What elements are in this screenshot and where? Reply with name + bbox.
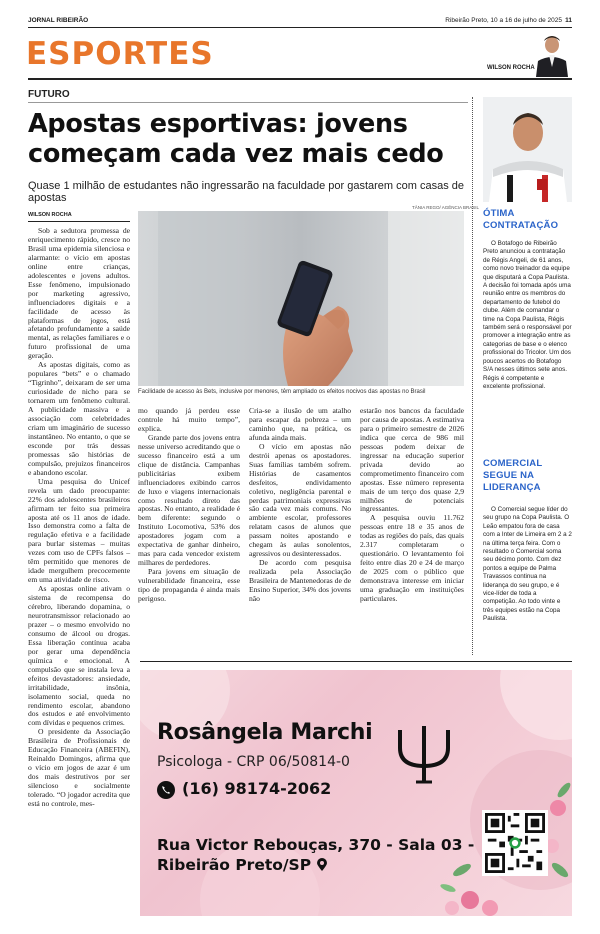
- sidebar-story-1-text: O Botafogo de Ribeirão Preto anunciou a contratação de Régis Angeli, de 61 anos, como novo treinador da equipe que disputará a Copa Paulista. A decisão foi tomada após uma reunião entre os membros do departamento de futebol do clube. Além de comandar o time na Copa Paulista, Régis também será o responsável por promover a integração entre as categorias de base e o elenco profissional do Tricolor. Um dos poucos acertos do Botafogo S/A nesses últimos sete anos. Régis é competente e excelente profissional.: [483, 240, 572, 390]
- qr-code-icon: [485, 813, 545, 873]
- article-photo: [138, 211, 464, 386]
- ad-address-line-2: Ribeirão Preto/SP: [157, 856, 312, 874]
- kicker-rule: [28, 102, 468, 103]
- paragraph: As apostas digitais, como as populares “bets” e o chamado “Tigrinho”, deixaram de ser uma curiosidade de nicho para se tornarem um fenômeno cultural. A publicidade massiva e a associação com celebridades criam um imaginário de sucesso instantâneo. No entanto, o que se esconde por trás dessas promessas são histórias de compulsão, prejuízos financeiros e abandono escolar.: [28, 360, 130, 477]
- photo-credit: TÂNIA REGO/ AGÊNCIA BRASIL: [412, 205, 480, 210]
- paragraph: As apostas online ativam o sistema de recompensa do cérebro, liberando dopamina, o neurotransmissor relacionado ao prazer – o mesmo envolvido no consumo de álcool ou drogas. Essa liberação contínua acaba por gerar uma dependência química e emocional. A compulsão que se instala leva a efeitos devastadores: ansiedade, irritabilidade, insônia, isolamento social, queda no rendimento escolar, abandono dos estudos e até envolvimento com dívidas e pequenos crimes.: [28, 584, 130, 728]
- paragraph: O presidente da Associação Brasileira de Profissionais de Educação Financeira (ABEFIN), Reinaldo Domingos, afirma que o vício em jogos de azar é um dos mais destrutivos por ser silencioso e socialmente tolerado. “O jogador acredita que está no controle, mes-: [28, 727, 130, 808]
- article-kicker: FUTURO: [28, 89, 70, 100]
- paragraph: O vício em apostas não destrói apenas os apostadores. Suas famílias também sofrem. Histórias de casamentos desfeitos, endividamento coletivo, negligência parental e perdas patrimoniais expressivas são cada vez mais comuns. No ambiente escolar, professores relatam casos de alunos que passam noites apostando e chegam às aulas sonolentos, agressivos ou desinteressados.: [249, 441, 351, 559]
- sidebar-story-1-title: ÓTIMA CONTRATAÇÃO: [483, 208, 559, 231]
- article-column-4: [360, 407, 464, 604]
- byline-rule: [28, 221, 130, 222]
- sidebar-story-2-text: O Comercial segue líder do seu grupo na Copa Paulista. O Leão empatou fora de casa com a Inter de Limeira em 2 a 2 na última terça feira. Com o resultado o Comercial soma seu décimo ponto. Com dez pontos a equipe de Palma Travassos continua na liderança do seu grupo, e é vice-líder de toda a competição. Ao todo vinte e três equipes estão na Copa Paulista.: [483, 506, 572, 623]
- columnist-photo: [532, 33, 570, 77]
- columnist-name: WILSON ROCHA: [487, 65, 535, 71]
- paragraph: estarão nos bancos da faculdade por causa de apostas. A estimativa para o primeiro semestre de 2026 indica que cerca de 986 mil pessoas podem deixar de ingressar na educação superior privada devido ao comprometimento financeiro com apostas. Esse número representa mais de um terço dos quase 2,9 milhões de potenciais ingressantes.: [360, 406, 464, 514]
- ad-address: [157, 835, 474, 875]
- ad-profession: Psicologa - CRP 06/50814-0: [157, 754, 350, 770]
- paragraph: A pesquisa ouviu 11.762 pessoas entre 18 e 35 anos de todas as regiões do país, das quais 2.317 completaram o questionário. O levantamento foi feito entre dias 20 e 24 de março de 2025 com o público que demonstrava interesse em iniciar uma graduação em instituições particulares.: [360, 513, 464, 604]
- phone-icon: [157, 781, 175, 799]
- article-column-1: [28, 227, 130, 809]
- article-column-2: [138, 407, 240, 604]
- qr-code[interactable]: [482, 810, 548, 876]
- ad-top-rule: [140, 661, 572, 662]
- paragraph: mo quando já perdeu esse controle há muito tempo”, explica.: [138, 406, 240, 433]
- header-rule: [28, 78, 572, 80]
- paragraph: Uma pesquisa do Unicef revela um dado preocupante: 22% dos adolescentes brasileiros afirmam ter feito sua primeira aposta até os 11 anos de idade. Isso demonstra como a falta de regulação efetiva e a facilidade para burlar sistemas – muitas vezes com uso de CPFs falsos – têm permitido que menores de idade mergulhem precocemente em uma atividade de risco.: [28, 476, 130, 585]
- paragraph: De acordo com pesquisa realizada pela Associação Brasileira de Mantenedoras de de Ensino Superior, 34% dos jovens não: [249, 558, 351, 604]
- ad-business-name: Rosângela Marchi: [157, 720, 373, 745]
- photo-caption: Facilidade de acesso às Bets, inclusive por menores, têm ampliado os efeitos nocivos das apostas no Brasil: [138, 389, 426, 395]
- article-headline: Apostas esportivas: jovens começam cada vez mais cedo: [28, 109, 444, 169]
- paragraph: Cria-se a ilusão de um atalho para escapar da pobreza – um caminho que, na prática, os afunda ainda mais.: [249, 406, 351, 442]
- coach-photo: [483, 97, 572, 202]
- sidebar-story-2-title: COMERCIAL SEGUE NA LIDERANÇA: [483, 458, 543, 493]
- ad-address-line-1: Rua Victor Rebouças, 370 - Sala 03 -: [157, 836, 475, 854]
- page-header-bar: [28, 16, 572, 28]
- paragraph: Para jovens em situação de vulnerabilidade financeira, esse tipo de propaganda é ainda mais perigoso.: [138, 567, 240, 604]
- article-column-3: [249, 407, 351, 604]
- paragraph: Grande parte dos jovens entra nesse universo acreditando que o sucesso financeiro está a um clique de distância. Campanhas publicitárias exibem influenciadores exibindo carros de luxo e viagens internacionais como resultado direto das apostas. No entanto, a realidade é bem diferente: segundo o Instituto Locomotiva, 53% dos apostadores jogam com a expectativa de ganhar dinheiro, mas para cada vencedor existem milhares de perdedores.: [138, 432, 240, 568]
- newspaper-name: JORNAL RIBEIRÃO: [28, 17, 89, 24]
- edition-date: Ribeirão Preto, 10 a 16 de julho de 2025: [445, 17, 562, 24]
- ad-phone-number: (16) 98174-2062: [182, 779, 332, 798]
- article-byline: WILSON ROCHA: [28, 212, 72, 218]
- sidebar-divider: [472, 97, 473, 655]
- paragraph: Sob a sedutora promessa de enriquecimento rápido, cresce no Brasil uma epidemia silenciosa e alarmante: o vício em apostas online entre crianças, adolescentes e jovens adultos. Esse fenômeno, impulsionado por marketing agressivo, influenciadores digitais e a facilidade de acesso às plataformas de jogos, está afetando profundamente a saúde mental, as relações familiares e o futuro profissional de uma geração.: [28, 226, 130, 361]
- section-title: ESPORTES: [26, 36, 214, 72]
- location-pin-icon: [317, 858, 327, 872]
- article-subhead: Quase 1 milhão de estudantes não ingressarão na faculdade por gastarem com casas de apostas: [28, 180, 464, 204]
- advertisement: [140, 670, 572, 916]
- page-number: 11: [565, 17, 572, 24]
- psi-logo-icon: [394, 724, 454, 784]
